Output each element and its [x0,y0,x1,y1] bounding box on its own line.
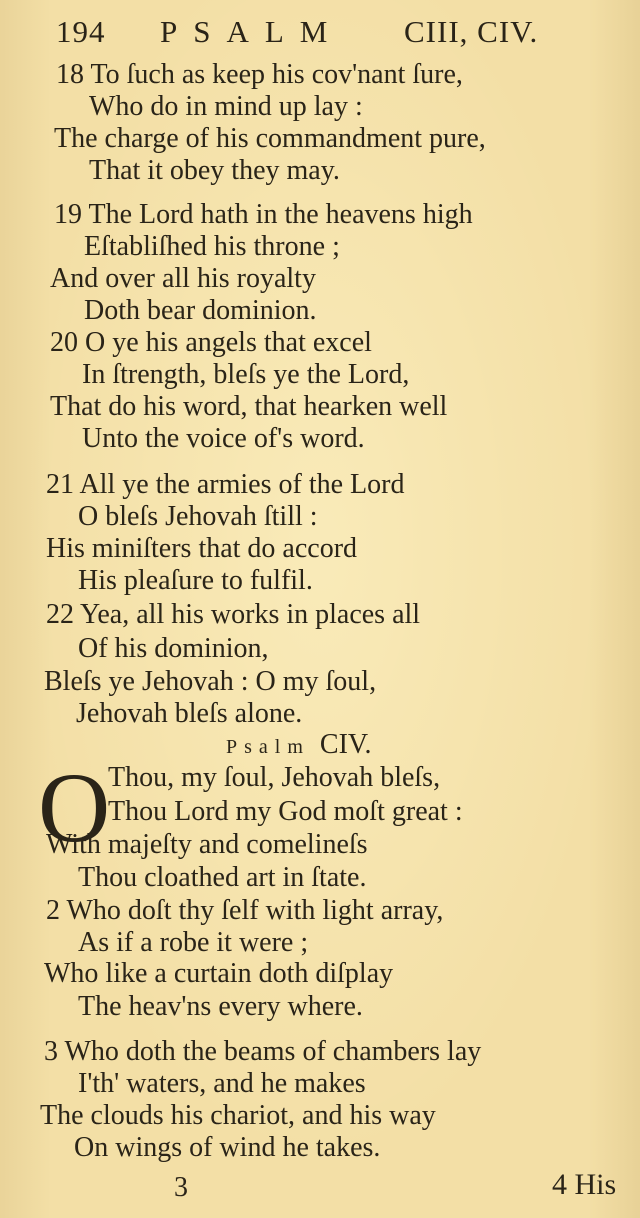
verse-line: Eſtabliſhed his throne ; [84,231,340,262]
verse-line: With majeſty and comelineſs [46,829,368,860]
catchword: 4 His [552,1168,617,1201]
verse-line: That do his word, that hearken well [50,391,448,422]
verse-line: His pleaſure to fulfil. [78,565,313,596]
verse-line: As if a robe it were ; [78,927,309,958]
running-head [56,6,616,49]
verse-line: 18 To ſuch as keep his cov'nant ſure, [56,59,463,90]
verse-line: Thou Lord my God moſt great : [108,796,463,827]
verse-line: Bleſs ye Jehovah : O my ſoul, [44,666,377,697]
signature-mark: 3 [174,1172,188,1203]
verse-line: O bleſs Jehovah ſtill : [78,501,318,532]
verse-line: Doth bear dominion. [84,295,317,326]
verse-line: 2 Who doſt thy ſelf with light array, [46,895,444,926]
verse-line: Of his dominion, [78,633,269,664]
verse-line: 20 O ye his angels that excel [50,327,372,358]
psalm-heading-number: CIV. [319,729,372,760]
verse-line: And over all his royalty [50,263,316,294]
verse-line: The clouds his chariot, and his way [40,1100,436,1131]
verse-line: In ſtrength, bleſs ye the Lord, [82,359,410,390]
verse-line: 22 Yea, all his works in places all [46,599,421,630]
psalm-numbers: CIII, CIV. [404,14,539,49]
verse-line: The charge of his commandment pure, [54,123,486,154]
verse-line: Thou, my ſoul, Jehovah bleſs, [108,762,441,793]
drop-cap: O [38,752,111,863]
verse-line: His miniſters that do accord [46,533,358,564]
verse-line: Thou cloathed art in ſtate. [78,862,367,893]
psalm-heading-word: Psalm [226,736,310,758]
verse-line: On wings of wind he takes. [74,1132,381,1163]
verse-line: 19 The Lord hath in the heavens high [54,199,473,230]
verse-line: Unto the voice of's word. [82,423,365,454]
verse-line: Who do in mind up lay : [89,91,363,122]
verse-line: The heav'ns every where. [78,991,363,1022]
verse-line: Jehovah bleſs alone. [76,698,303,729]
verse-line: Who like a curtain doth diſplay [44,958,394,989]
verse-line: 21 All ye the armies of the Lord [46,469,405,500]
running-title: PSALM [160,14,344,49]
verse-line: I'th' waters, and he makes [78,1068,366,1099]
verse-line: 3 Who doth the beams of chambers lay [44,1036,482,1067]
verse-line: That it obey they may. [89,155,340,186]
psalm-104-heading [226,729,372,763]
page-number: 194 [56,14,106,49]
